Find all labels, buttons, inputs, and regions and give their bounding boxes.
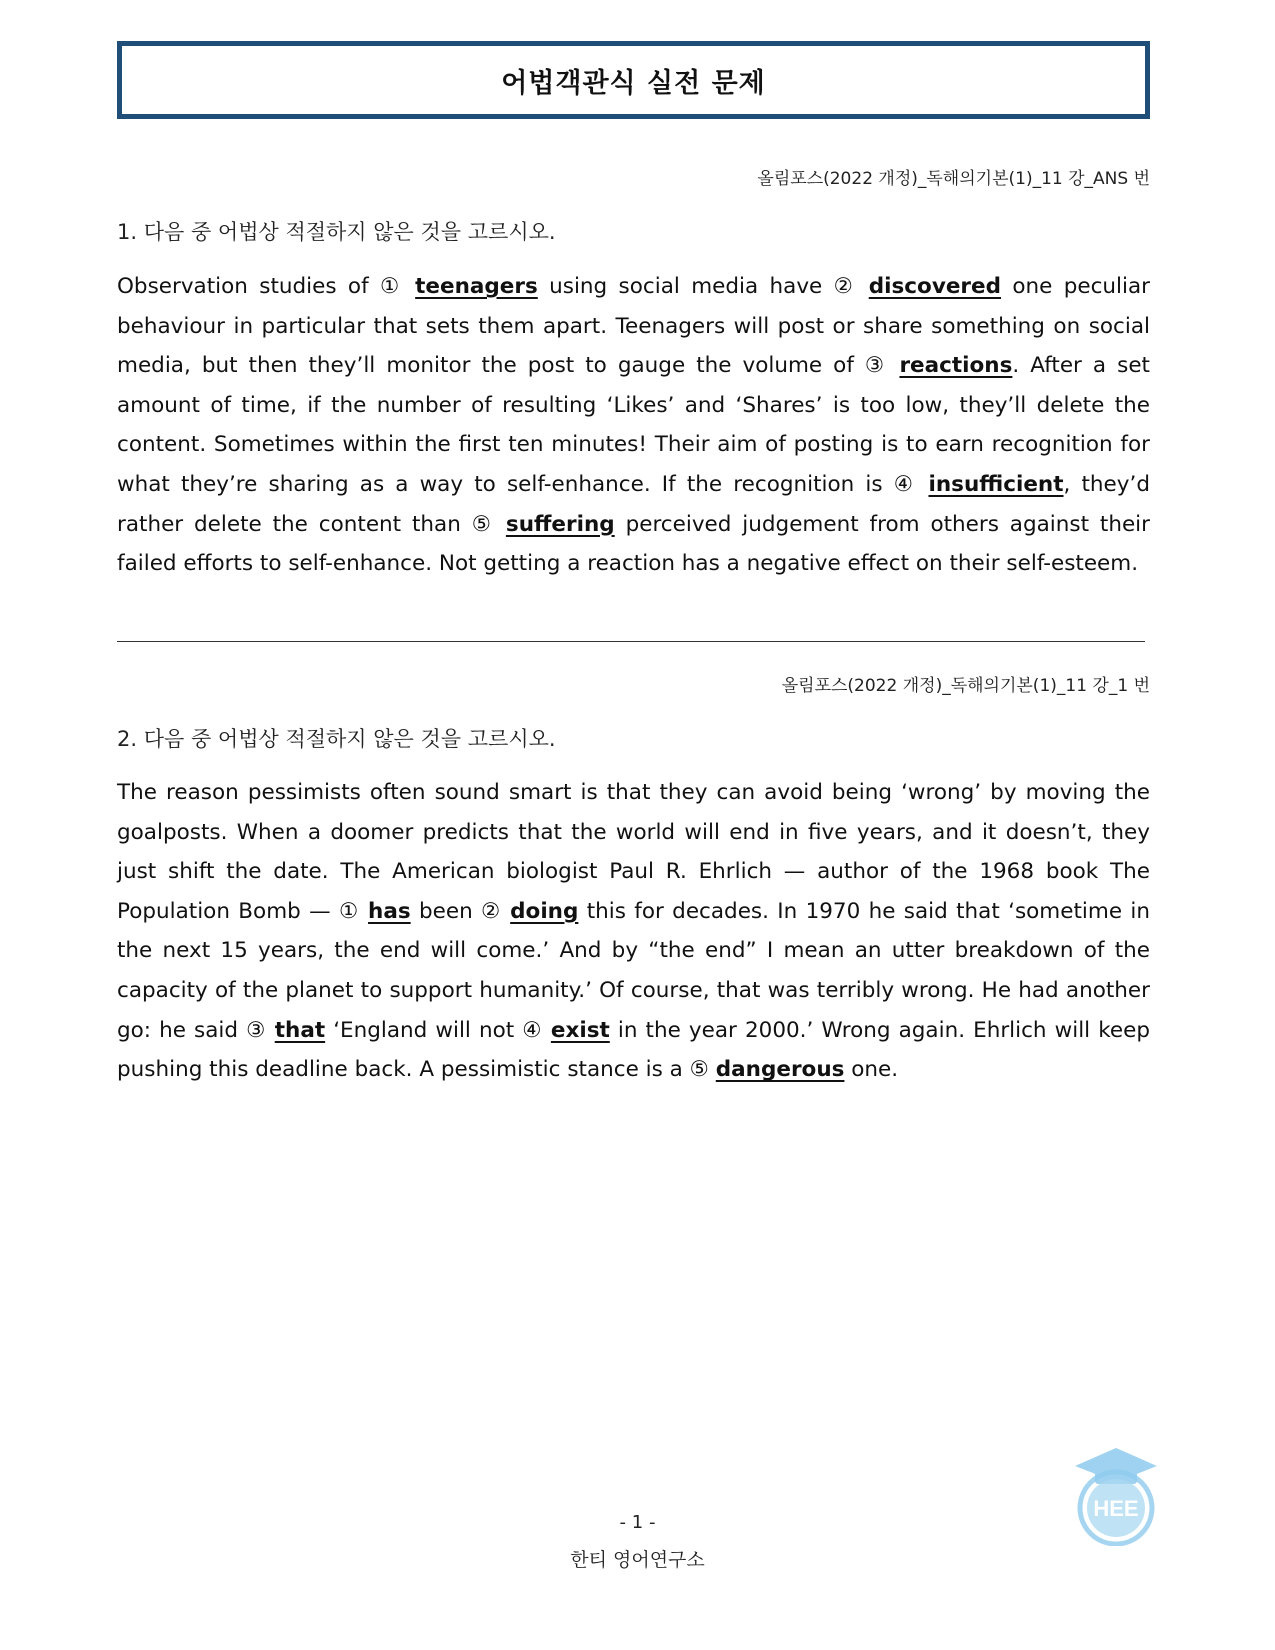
divider — [117, 641, 1145, 642]
passage-text: been ② — [410, 898, 511, 924]
target-word: exist — [550, 1017, 610, 1043]
passage-text: using social media have ② — [537, 274, 869, 299]
source-label-2: 올림포스(2022 개정)_독해의기본(1)_11 강_1 번 — [781, 676, 1150, 696]
target-word: reactions — [899, 353, 1013, 379]
target-word: suffering — [505, 511, 615, 537]
target-word: doing — [510, 898, 579, 924]
target-word: that — [274, 1017, 326, 1043]
passage-1 — [117, 267, 1150, 584]
passage-text: perceived judgement from others against their failed efforts to self-enhance. Not getting a reaction has a negative effect on their self-esteem. — [117, 511, 1150, 577]
passage-text: . After a set amount of time, if the number of resulting ‘Likes’ and ‘Shares’ is too low, they’ll delete the content. Sometimes within the first ten minutes! Their aim of posting is to earn recognition for what they’re sharing as a way to self-enhance. If the recognition is ④ — [117, 353, 1150, 497]
target-word: teenagers — [415, 274, 538, 299]
source-label-1: 올림포스(2022 개정)_독해의기본(1)_11 강_ANS 번 — [757, 169, 1150, 189]
passage-text: ‘England will not ④ — [325, 1017, 551, 1043]
hee-logo — [1073, 1446, 1159, 1546]
target-word: discovered — [868, 274, 1001, 299]
passage-text: one peculiar behaviour in particular that sets them apart. Teenagers will post or share something on social media, but then they’ll monitor the post to gauge the volume of ③ — [117, 274, 1150, 379]
target-word: dangerous — [715, 1057, 845, 1083]
logo-text: HEE — [1093, 1496, 1139, 1521]
target-word: insufficient — [928, 471, 1064, 497]
passage-2 — [117, 773, 1150, 1090]
passage-text: The reason pessimists often sound smart is that they can avoid being ‘wrong’ by moving the goalposts. When a doomer predicts that the world will end in five years, and it doesn’t, they just shift the date. The American biologist Paul R. Ehrlich — author of the 1968 book The Population Bomb — ① — [117, 780, 1150, 924]
passage-text: this for decades. In 1970 he said that ‘sometime in the next 15 years, the end will come.’ And by “the end” I mean an utter breakdown of the capacity of the planet to support humanity.’ Of course, that was terribly wrong. He had another go: he said ③ — [117, 898, 1150, 1043]
question-2: 2. 다음 중 어법상 적절하지 않은 것을 고르시오. — [117, 727, 556, 751]
passage-text: Observation studies of ① — [117, 274, 416, 299]
passage-text: , they’d rather delete the content than ⑤ — [117, 471, 1150, 537]
title-box — [117, 41, 1150, 119]
page-number: - 1 - — [619, 1512, 656, 1533]
target-word: has — [368, 898, 411, 924]
question-1: 1. 다음 중 어법상 적절하지 않은 것을 고르시오. — [117, 220, 556, 244]
graduation-cap-icon — [1075, 1448, 1157, 1484]
passage-text: one. — [844, 1057, 899, 1083]
page-title: 어법객관식 실전 문제 — [501, 67, 766, 99]
passage-text: in the year 2000.’ Wrong again. Ehrlich will keep pushing this deadline back. A pessimistic stance is a ⑤ — [117, 1017, 1151, 1083]
footer-org: 한티 영어연구소 — [570, 1549, 705, 1571]
